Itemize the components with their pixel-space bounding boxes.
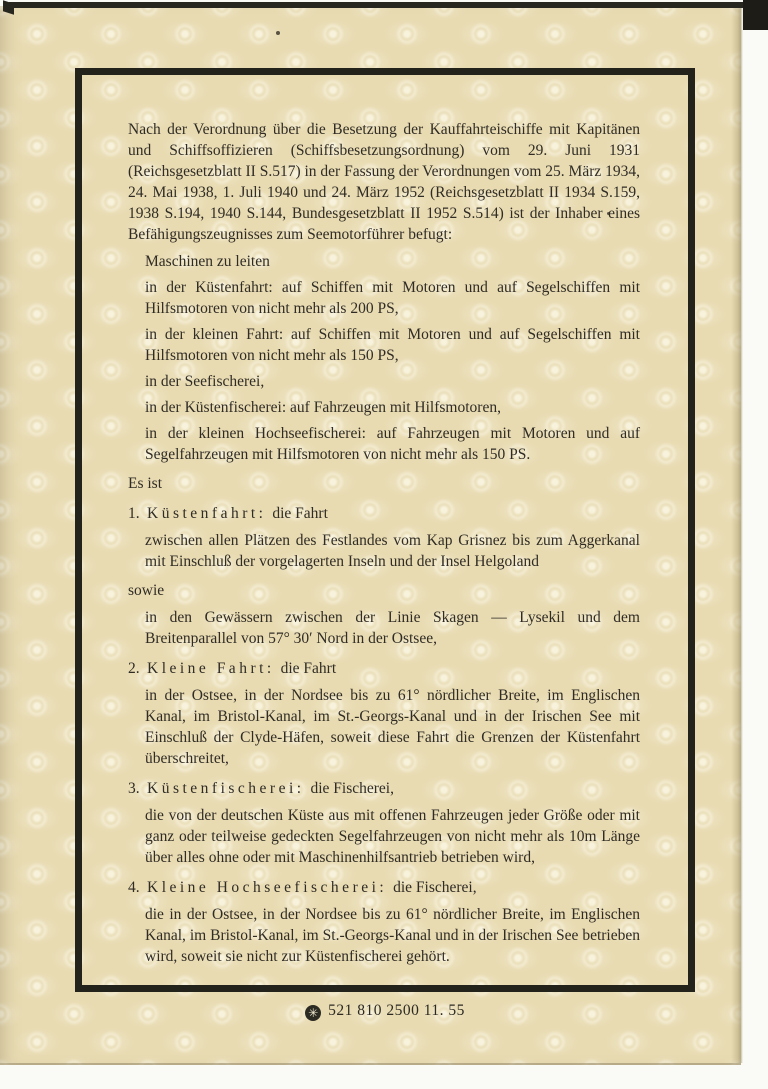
definition-3-body: die von der deutschen Küste aus mit offenen Fahrzeugen jeder Größe oder mit ganz oder teilweise gedeckten Segelfahrzeugen von nicht mehr als 10m Länge über alles ohne oder mit Maschinenhilfsantrieb betrieben wird, [145,807,640,866]
definition-number: 1. [128,505,140,522]
definition-4-body: die in der Ostsee, in der Nordsee bis zu 61° nördlicher Breite, im Englischen Kanal, im Bristol-Kanal, im St.-Georgs-Kanal und in der Irischen See betrieben wird, soweit sie nicht zur Küstenfischerei gehört. [145,906,640,965]
authorization-lead: Maschinen zu leiten [145,253,270,270]
intro-paragraph: Nach der Verordnung über die Besetzung der Kauffahrteischiffe mit Kapitänen und Schiffsoffizieren (Schiffsbesetzungsordnung) vom 29. Juni 1931 (Reichsgesetzblatt II S.517) in der Fassung der Verordnungen vom 25. März 1934, 24. Mai 1938, 1. Juli 1940 und 24. März 1952 (Reichsgesetzblatt II 1934 S.159, 1938 S.194, 1940 S.144, Bundesgesetzblatt II 1952 S.514) ist der Inhaber eines Befähigungszeugnisses zum Seemotorführer befugt: [128,121,640,243]
definition-2 [128,658,640,769]
authorization-item: in der Seefischerei, [145,373,265,390]
definition-4-heading [128,877,640,898]
authorization-item: in der Küstenfischerei: auf Fahrzeugen mit Hilfsmotoren, [145,399,501,416]
definition-number: 2. [128,660,140,677]
definition-1-body: zwischen allen Plätzen des Festlandes vom Kap Grisnez bis zum Aggerkanal mit Einschluß der vorgelagerten Inseln und der Insel Helgoland [145,532,640,570]
definition-4 [128,877,640,967]
definition-3 [128,778,640,868]
black-border-frame [75,68,695,992]
definition-term: Küstenfahrt: [147,505,267,522]
definition-number: 4. [128,879,140,896]
definition-term: Küstenfischerei: [147,780,305,797]
imprint-number: 521 810 2500 11. 55 [328,1002,465,1019]
definition-1-body2: in den Gewässern zwischen der Linie Skagen — Lysekil und dem Breitenparallel von 57° 30′ Nord in der Ostsee, [145,609,640,647]
scan-edge-spine [743,0,768,30]
paper-right-edge [731,6,743,1063]
imprint-line [75,1002,695,1021]
definition-1-connector: sowie [128,582,165,599]
definition-3-heading [128,778,640,799]
definition-term-rest: die Fischerei, [393,879,477,896]
definition-term-rest: die Fahrt [272,505,328,522]
definition-term-rest: die Fahrt [280,660,337,677]
definition-number: 3. [128,780,140,797]
authorization-item: in der Küstenfahrt: auf Schiffen mit Motoren und auf Segelschiffen mit Hilfsmotoren von nicht mehr als 200 PS, [145,279,640,317]
definition-2-body: in der Ostsee, in der Nordsee bis zu 61° nördlicher Breite, im Englischen Kanal, im Bristol-Kanal, im St.-Georgs-Kanal und in der Irischen See mit Einschluß der Clyde-Häfen, soweit diese Fahrt die Grenzen der Küstenfahrt überschreitet, [145,687,640,767]
printers-mark-icon: ✳ [305,1005,321,1021]
page-text [128,119,640,972]
definition-1-heading [128,503,640,524]
definition-term-rest: die Fischerei, [310,780,394,797]
paper-speck [276,31,280,35]
authorization-item: in der kleinen Fahrt: auf Schiffen mit Motoren und auf Segelschiffen mit Hilfsmotoren von nicht mehr als 150 PS, [145,326,640,364]
authorization-item: in der kleinen Hochseefischerei: auf Fahrzeugen mit Motoren und auf Segelfahrzeugen mit Hilfsmotoren von nicht mehr als 150 PS. [145,425,640,463]
definition-term: Kleine Fahrt: [147,660,275,677]
definition-term: Kleine Hochseefischerei: [147,879,388,896]
definition-2-heading [128,658,640,679]
scan-edge-top [9,2,768,8]
transition-line: Es ist [128,475,163,492]
definition-1 [128,503,640,649]
